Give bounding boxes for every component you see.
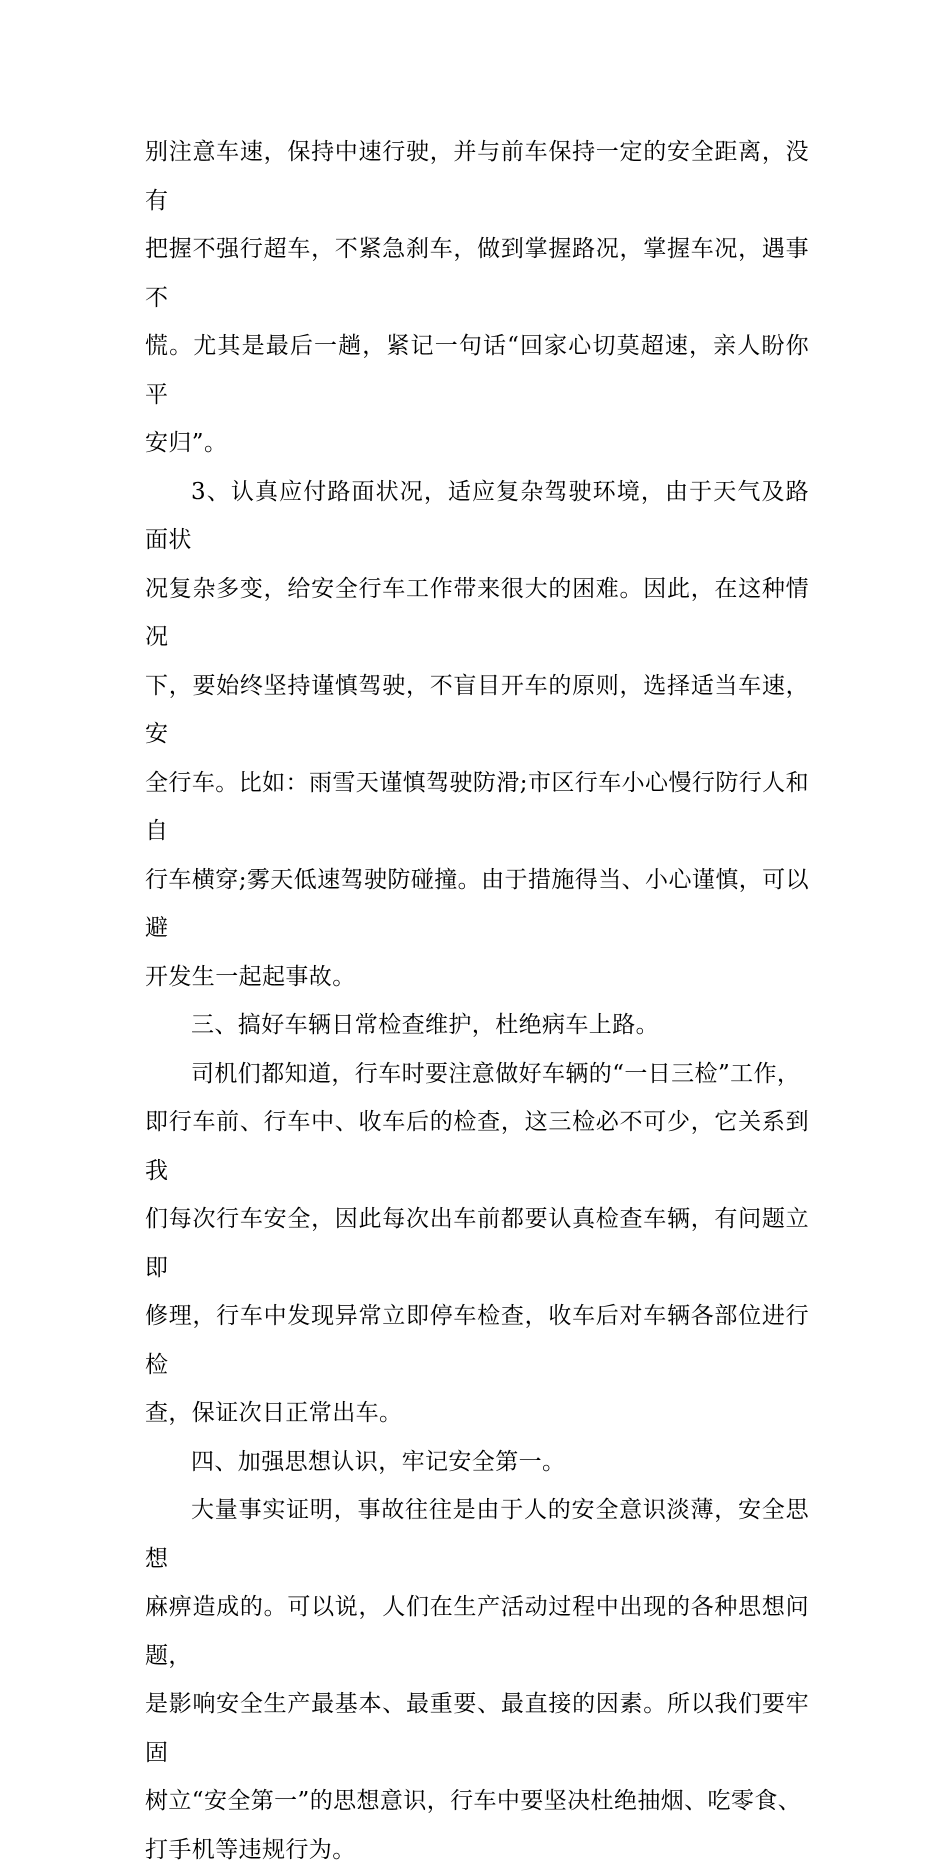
text-line: 麻痹造成的。可以说，人们在生产活动过程中出现的各种思想问题， [145, 1594, 809, 1669]
text-line: 开发生一起起事故。 [145, 963, 356, 990]
text-line: 司机们都知道，行车时要注意做好车辆的“一日三检”工作， [191, 1060, 801, 1087]
document-page [145, 128, 809, 1874]
text-line: 四、加强思想认识，牢记安全第一。 [191, 1448, 566, 1475]
section-heading-four [145, 1438, 809, 1487]
paragraph-safety-awareness [145, 1486, 809, 1874]
text-line: 全行车。比如：雨雪天谨慎驾驶防滑;市区行车小心慢行防行人和自 [145, 769, 809, 844]
text-line: 打手机等违规行为。 [145, 1836, 356, 1863]
text-line: 别注意车速，保持中速行驶，并与前车保持一定的安全距离，没有 [145, 139, 809, 214]
text-line: 树立“安全第一”的思想意识，行车中要坚决杜绝抽烟、吃零食、 [145, 1788, 802, 1814]
section-heading-three [145, 1001, 809, 1050]
text-line: 下，要始终坚持谨慎驾驶，不盲目开车的原则，选择适当车速，安 [145, 672, 809, 747]
paragraph-vehicle-checks [145, 1050, 809, 1438]
text-line: 修理，行车中发现异常立即停车检查，收车后对车辆各部位进行检 [145, 1303, 809, 1378]
paragraph-road-conditions [145, 468, 809, 1002]
text-line: 3、认真应付路面状况，适应复杂驾驶环境，由于天气及路面状 [145, 478, 809, 553]
text-line: 是影响安全生产最基本、最重要、最直接的因素。所以我们要牢固 [145, 1691, 809, 1766]
text-line: 行车横穿;雾天低速驾驶防碰撞。由于措施得当、小心谨慎，可以避 [145, 866, 809, 941]
paragraph-continuation-speed [145, 128, 809, 468]
text-line: 即行车前、行车中、收车后的检查，这三检必不可少，它关系到我 [145, 1109, 809, 1184]
text-line: 大量事实证明，事故往往是由于人的安全意识淡薄，安全思想 [145, 1497, 809, 1572]
text-line: 们每次行车安全，因此每次出车前都要认真检查车辆，有问题立即 [145, 1206, 809, 1281]
text-line: 慌。尤其是最后一趟，紧记一句话“回家心切莫超速，亲人盼你平 [145, 333, 809, 408]
text-line: 况复杂多变，给安全行车工作带来很大的困难。因此，在这种情况 [145, 575, 809, 650]
text-line: 三、搞好车辆日常检查维护，杜绝病车上路。 [191, 1012, 659, 1038]
text-line: 把握不强行超车，不紧急刹车，做到掌握路况，掌握车况，遇事不 [145, 236, 809, 311]
text-line: 安归”。 [145, 430, 228, 456]
text-line: 查，保证次日正常出车。 [145, 1400, 403, 1426]
